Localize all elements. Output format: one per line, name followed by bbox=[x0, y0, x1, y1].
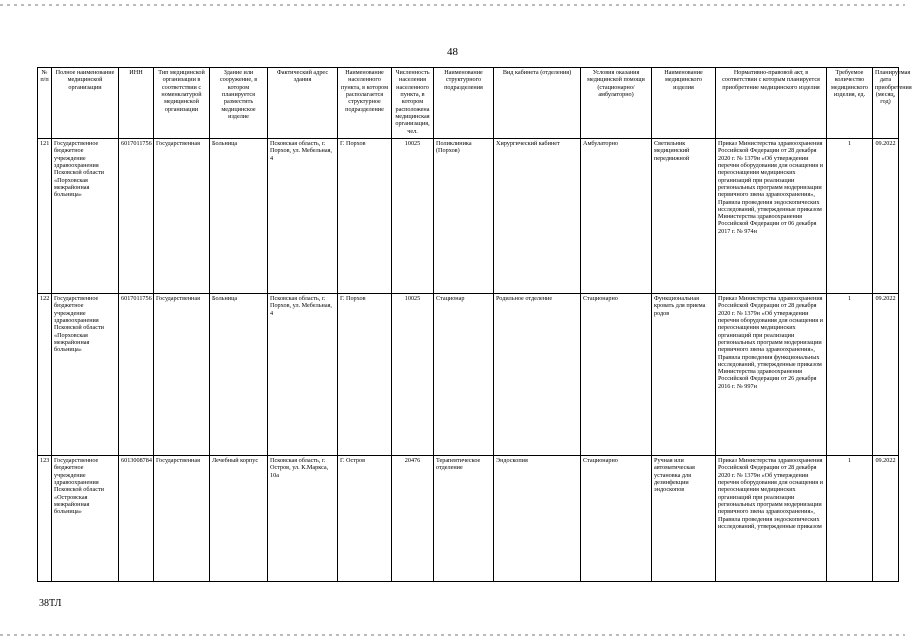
header-population: Численность населения населенного пункта, в котором расположена медицинская организация, чел. bbox=[392, 68, 434, 139]
cell-num: 121 bbox=[38, 139, 52, 294]
footer-code: 38ТЛ bbox=[39, 598, 62, 609]
cell-type: Государственная bbox=[154, 456, 210, 582]
cell-type: Государственная bbox=[154, 294, 210, 456]
header-cabinet: Вид кабинета (отделения) bbox=[494, 68, 581, 139]
cell-type: Государственная bbox=[154, 139, 210, 294]
cell-conditions: Амбулаторно bbox=[581, 139, 652, 294]
cell-building: Больница bbox=[210, 294, 268, 456]
table-row bbox=[38, 294, 899, 456]
cell-num: 122 bbox=[38, 294, 52, 456]
cell-act: Приказ Министерства здравоохранения Российской Федерации от 28 декабря 2020 г. № 1379н «Об утверждении перечня оборудования для оснащения и переоснащения медицинских организаций при реализации региональных программ модернизации первичного звена здравоохранения», Правила проведения эндоскопических исследований, утвержденные приказом bbox=[716, 456, 827, 582]
header-inn: ИНН bbox=[119, 68, 154, 139]
cell-unit: Стационар bbox=[434, 294, 494, 456]
cell-address: Псковская область, г. Порхов, ул. Мебельная, 4 bbox=[268, 139, 338, 294]
cell-population: 20476 bbox=[392, 456, 434, 582]
table-row bbox=[38, 139, 899, 294]
cell-settlement: Г. Порхов bbox=[338, 294, 392, 456]
cell-cabinet: Родильное отделение bbox=[494, 294, 581, 456]
cell-settlement: Г. Порхов bbox=[338, 139, 392, 294]
header-act: Нормативно-правовой акт, в соответствии с которым планируется приобретение медицинского изделия bbox=[716, 68, 827, 139]
scan-bottom-edge bbox=[0, 634, 905, 636]
table-row bbox=[38, 456, 899, 582]
cell-inn: 6017011756 bbox=[119, 294, 154, 456]
cell-device: Светильник медицинский передвижной bbox=[652, 139, 716, 294]
cell-org: Государственное бюджетное учреждение здравоохранения Псковской области «Порховская межрайонная больница» bbox=[52, 139, 119, 294]
equipment-table bbox=[37, 67, 912, 582]
header-date: Планируемая дата приобретения (месяц, год) bbox=[873, 68, 899, 139]
cell-cabinet: Хирургический кабинет bbox=[494, 139, 581, 294]
cell-date: 09.2022 bbox=[873, 456, 899, 582]
cell-act: Приказ Министерства здравоохранения Российской Федерации от 28 декабря 2020 г. № 1379н «Об утверждении перечня оборудования для оснащения и переоснащения медицинских организаций при реализации региональных программ модернизации первичного звена здравоохранения», Правила проведения функциональных исследований, утвержденные приказом Министерства здравоохранения Российской Федерации от 26 декабря 2016 г. № 997н bbox=[716, 294, 827, 456]
cell-date: 09.2022 bbox=[873, 139, 899, 294]
header-device: Наименование медицинского изделия bbox=[652, 68, 716, 139]
cell-act: Приказ Министерства здравоохранения Российской Федерации от 28 декабря 2020 г. № 1379н «Об утверждении перечня оборудования для оснащения и переоснащения медицинских организаций при реализации региональных программ модернизации первичного звена здравоохранения», Правила проведения эндоскопических исследований, утвержденные приказом Министерства здравоохранения Российской Федерации от 06 декабря 2017 г. № 974н bbox=[716, 139, 827, 294]
header-building: Здание или сооружение, в котором планируется разместить медицинское изделие bbox=[210, 68, 268, 139]
header-conditions: Условия оказания медицинской помощи (стационарно/ амбулаторно) bbox=[581, 68, 652, 139]
cell-building: Больница bbox=[210, 139, 268, 294]
header-type: Тип медицинской организации в соответствии с номенклатурой медицинской организации bbox=[154, 68, 210, 139]
cell-building: Лечебный корпус bbox=[210, 456, 268, 582]
cell-inn: 6013008784 bbox=[119, 456, 154, 582]
cell-device: Функциональная кровать для приема родов bbox=[652, 294, 716, 456]
cell-qty: 1 bbox=[827, 139, 873, 294]
cell-org: Государственное бюджетное учреждение здравоохранения Псковской области «Островская межрайонная больница» bbox=[52, 456, 119, 582]
cell-address: Псковская область, г. Порхов, ул. Мебельная, 4 bbox=[268, 294, 338, 456]
cell-qty: 1 bbox=[827, 456, 873, 582]
cell-population: 10025 bbox=[392, 139, 434, 294]
cell-settlement: Г. Остров bbox=[338, 456, 392, 582]
cell-address: Псковская область, г. Остров, ул. К.Маркса, 10а bbox=[268, 456, 338, 582]
header-num: № п/п bbox=[38, 68, 52, 139]
table-header-row bbox=[38, 68, 899, 139]
cell-date: 09.2022 bbox=[873, 294, 899, 456]
cell-num: 123 bbox=[38, 456, 52, 582]
cell-qty: 1 bbox=[827, 294, 873, 456]
cell-conditions: Стационарно bbox=[581, 294, 652, 456]
cell-cabinet: Эндоскопия bbox=[494, 456, 581, 582]
header-org: Полное наименование медицинской организации bbox=[52, 68, 119, 139]
page-number: 48 bbox=[447, 46, 458, 58]
header-address: Фактический адрес здания bbox=[268, 68, 338, 139]
cell-unit: Терапевтическое отделение bbox=[434, 456, 494, 582]
header-unit: Наименование структурного подразделения bbox=[434, 68, 494, 139]
cell-org: Государственное бюджетное учреждение здравоохранения Псковской области «Порховская межрайонная больница» bbox=[52, 294, 119, 456]
header-settlement: Наименование населенного пункта, в котором располагается структурное подразделение bbox=[338, 68, 392, 139]
cell-unit: Поликлиника (Порхов) bbox=[434, 139, 494, 294]
cell-conditions: Стационарно bbox=[581, 456, 652, 582]
cell-population: 10025 bbox=[392, 294, 434, 456]
cell-inn: 6017011756 bbox=[119, 139, 154, 294]
scan-top-edge bbox=[0, 4, 905, 6]
cell-device: Ручная или автоматическая установка для дезинфекции эндоскопов bbox=[652, 456, 716, 582]
header-qty: Требуемое количество медицинского изделия, ед. bbox=[827, 68, 873, 139]
